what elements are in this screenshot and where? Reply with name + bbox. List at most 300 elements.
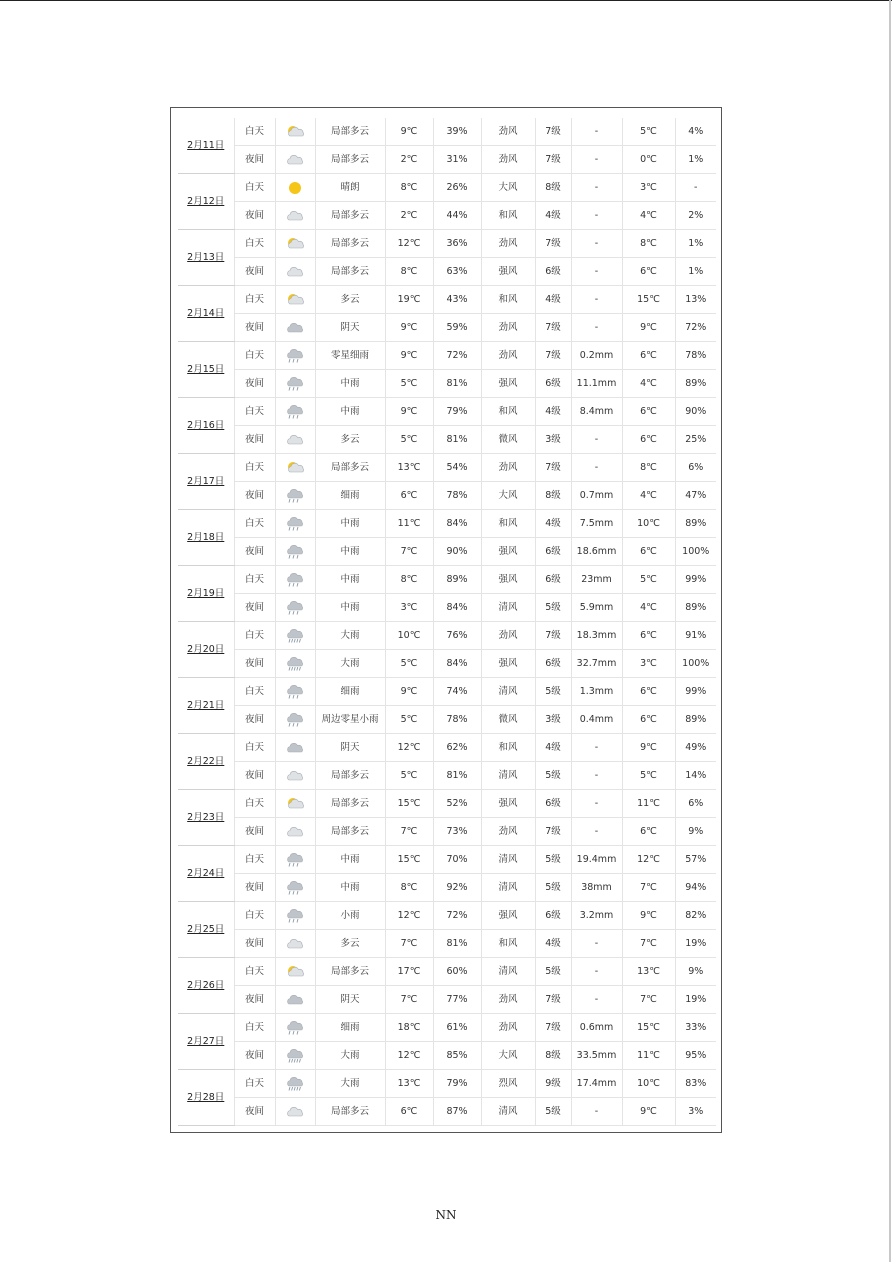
table-row — [178, 482, 716, 510]
humidity-cell: 78% — [433, 706, 481, 734]
wind-level-cell: 5级 — [535, 594, 571, 622]
cloud-cover-cell: 94% — [675, 874, 716, 902]
period-cell: 白天 — [234, 902, 275, 930]
weather-icon-cell — [275, 566, 315, 594]
forecast-table-frame — [170, 107, 722, 1133]
temperature-cell: 8℃ — [385, 174, 433, 202]
wind-level-cell: 5级 — [535, 958, 571, 986]
rain-icon — [284, 601, 306, 615]
table-row — [178, 1098, 716, 1126]
temperature-cell: 9℃ — [385, 342, 433, 370]
precipitation-cell: - — [571, 258, 622, 286]
precipitation-cell: 8.4mm — [571, 398, 622, 426]
precipitation-cell: 38mm — [571, 874, 622, 902]
temperature-cell: 12℃ — [385, 230, 433, 258]
wind-cell: 劲风 — [481, 622, 535, 650]
period-cell: 白天 — [234, 958, 275, 986]
period-cell: 夜间 — [234, 370, 275, 398]
dew-point-cell: 3℃ — [622, 174, 675, 202]
precipitation-cell: - — [571, 426, 622, 454]
rain-icon — [284, 517, 306, 531]
table-row — [178, 986, 716, 1014]
sunny-icon — [284, 181, 306, 195]
wind-cell: 劲风 — [481, 118, 535, 146]
wind-level-cell: 7级 — [535, 986, 571, 1014]
cloud-cover-cell: 1% — [675, 230, 716, 258]
date-cell — [178, 286, 234, 342]
humidity-cell: 77% — [433, 986, 481, 1014]
condition-cell: 多云 — [315, 426, 385, 454]
precipitation-cell: - — [571, 146, 622, 174]
table-row — [178, 762, 716, 790]
partly-cloudy-night-icon — [284, 769, 306, 783]
temperature-cell: 13℃ — [385, 1070, 433, 1098]
condition-cell: 局部多云 — [315, 230, 385, 258]
condition-cell: 大雨 — [315, 650, 385, 678]
weather-icon-cell — [275, 818, 315, 846]
rain-icon — [284, 377, 306, 391]
wind-cell: 劲风 — [481, 1014, 535, 1042]
condition-cell: 中雨 — [315, 594, 385, 622]
date-cell — [178, 734, 234, 790]
wind-level-cell: 6级 — [535, 902, 571, 930]
condition-cell: 大雨 — [315, 622, 385, 650]
humidity-cell: 79% — [433, 1070, 481, 1098]
date-cell — [178, 230, 234, 286]
precipitation-cell: - — [571, 174, 622, 202]
heavy-rain-icon — [284, 1077, 306, 1091]
wind-cell: 劲风 — [481, 342, 535, 370]
wind-cell: 和风 — [481, 202, 535, 230]
weather-icon-cell — [275, 1070, 315, 1098]
table-row — [178, 314, 716, 342]
date-label: 2月20日 — [187, 644, 225, 655]
condition-cell: 小雨 — [315, 902, 385, 930]
temperature-cell: 8℃ — [385, 566, 433, 594]
cloud-cover-cell: 100% — [675, 650, 716, 678]
weather-icon-cell — [275, 706, 315, 734]
condition-cell: 局部多云 — [315, 146, 385, 174]
period-cell: 夜间 — [234, 1098, 275, 1126]
wind-level-cell: 5级 — [535, 678, 571, 706]
humidity-cell: 81% — [433, 370, 481, 398]
wind-cell: 劲风 — [481, 818, 535, 846]
wind-level-cell: 7级 — [535, 118, 571, 146]
weather-icon-cell — [275, 1014, 315, 1042]
cloud-cover-cell: 99% — [675, 678, 716, 706]
wind-cell: 劲风 — [481, 230, 535, 258]
temperature-cell: 3℃ — [385, 594, 433, 622]
rain-icon — [284, 853, 306, 867]
dew-point-cell: 7℃ — [622, 986, 675, 1014]
period-cell: 夜间 — [234, 594, 275, 622]
wind-cell: 劲风 — [481, 314, 535, 342]
temperature-cell: 10℃ — [385, 622, 433, 650]
partly-cloudy-night-icon — [284, 937, 306, 951]
humidity-cell: 39% — [433, 118, 481, 146]
wind-level-cell: 6级 — [535, 258, 571, 286]
cloud-cover-cell: 95% — [675, 1042, 716, 1070]
precipitation-cell: - — [571, 1098, 622, 1126]
period-cell: 白天 — [234, 734, 275, 762]
weather-icon-cell — [275, 202, 315, 230]
humidity-cell: 87% — [433, 1098, 481, 1126]
cloud-cover-cell: - — [675, 174, 716, 202]
dew-point-cell: 8℃ — [622, 454, 675, 482]
table-row — [178, 902, 716, 930]
period-cell: 白天 — [234, 118, 275, 146]
precipitation-cell: 18.6mm — [571, 538, 622, 566]
page-number: NN — [435, 1208, 457, 1222]
cloud-cover-cell: 6% — [675, 454, 716, 482]
wind-level-cell: 8级 — [535, 1042, 571, 1070]
period-cell: 夜间 — [234, 146, 275, 174]
partly-cloudy-night-icon — [284, 825, 306, 839]
cloud-cover-cell: 82% — [675, 902, 716, 930]
wind-level-cell: 7级 — [535, 314, 571, 342]
wind-level-cell: 6级 — [535, 650, 571, 678]
temperature-cell: 7℃ — [385, 818, 433, 846]
date-cell — [178, 174, 234, 230]
condition-cell: 中雨 — [315, 370, 385, 398]
temperature-cell: 8℃ — [385, 258, 433, 286]
weather-icon-cell — [275, 482, 315, 510]
temperature-cell: 19℃ — [385, 286, 433, 314]
heavy-rain-icon — [284, 629, 306, 643]
dew-point-cell: 6℃ — [622, 706, 675, 734]
table-row — [178, 174, 716, 202]
dew-point-cell: 12℃ — [622, 846, 675, 874]
weather-icon-cell — [275, 538, 315, 566]
precipitation-cell: 33.5mm — [571, 1042, 622, 1070]
precipitation-cell: - — [571, 286, 622, 314]
wind-cell: 清风 — [481, 958, 535, 986]
date-label: 2月16日 — [187, 420, 225, 431]
cloud-cover-cell: 83% — [675, 1070, 716, 1098]
condition-cell: 大雨 — [315, 1042, 385, 1070]
precipitation-cell: - — [571, 818, 622, 846]
humidity-cell: 31% — [433, 146, 481, 174]
date-cell — [178, 118, 234, 174]
precipitation-cell: 0.6mm — [571, 1014, 622, 1042]
dew-point-cell: 6℃ — [622, 342, 675, 370]
rain-icon — [284, 685, 306, 699]
temperature-cell: 2℃ — [385, 146, 433, 174]
date-label: 2月26日 — [187, 980, 225, 991]
weather-icon-cell — [275, 650, 315, 678]
table-row — [178, 510, 716, 538]
precipitation-cell: - — [571, 314, 622, 342]
temperature-cell: 2℃ — [385, 202, 433, 230]
dew-point-cell: 6℃ — [622, 258, 675, 286]
weather-icon-cell — [275, 930, 315, 958]
condition-cell: 大雨 — [315, 1070, 385, 1098]
forecast-rows — [178, 118, 716, 1126]
table-row — [178, 818, 716, 846]
dew-point-cell: 9℃ — [622, 734, 675, 762]
cloud-cover-cell: 4% — [675, 118, 716, 146]
dew-point-cell: 9℃ — [622, 314, 675, 342]
condition-cell: 局部多云 — [315, 958, 385, 986]
dew-point-cell: 10℃ — [622, 1070, 675, 1098]
cloud-cover-cell: 72% — [675, 314, 716, 342]
wind-cell: 和风 — [481, 286, 535, 314]
wind-cell: 和风 — [481, 734, 535, 762]
wind-level-cell: 6级 — [535, 566, 571, 594]
rain-icon — [284, 545, 306, 559]
temperature-cell: 8℃ — [385, 874, 433, 902]
wind-level-cell: 4级 — [535, 286, 571, 314]
right-margin-rule — [889, 0, 891, 1262]
temperature-cell: 9℃ — [385, 398, 433, 426]
date-cell — [178, 790, 234, 846]
date-cell — [178, 958, 234, 1014]
wind-cell: 和风 — [481, 398, 535, 426]
date-cell — [178, 342, 234, 398]
cloud-cover-cell: 2% — [675, 202, 716, 230]
dew-point-cell: 5℃ — [622, 118, 675, 146]
cloud-cover-cell: 100% — [675, 538, 716, 566]
wind-cell: 清风 — [481, 1098, 535, 1126]
dew-point-cell: 7℃ — [622, 874, 675, 902]
humidity-cell: 59% — [433, 314, 481, 342]
humidity-cell: 72% — [433, 342, 481, 370]
period-cell: 夜间 — [234, 986, 275, 1014]
cloud-cover-cell: 47% — [675, 482, 716, 510]
weather-icon-cell — [275, 258, 315, 286]
table-row — [178, 874, 716, 902]
temperature-cell: 6℃ — [385, 482, 433, 510]
table-row — [178, 286, 716, 314]
condition-cell: 局部多云 — [315, 118, 385, 146]
partly-cloudy-day-icon — [284, 125, 306, 139]
dew-point-cell: 6℃ — [622, 678, 675, 706]
cloud-cover-cell: 1% — [675, 146, 716, 174]
overcast-icon — [284, 993, 306, 1007]
weather-icon-cell — [275, 958, 315, 986]
wind-cell: 烈风 — [481, 1070, 535, 1098]
period-cell: 白天 — [234, 622, 275, 650]
humidity-cell: 52% — [433, 790, 481, 818]
humidity-cell: 90% — [433, 538, 481, 566]
humidity-cell: 92% — [433, 874, 481, 902]
humidity-cell: 76% — [433, 622, 481, 650]
date-cell — [178, 622, 234, 678]
period-cell: 夜间 — [234, 762, 275, 790]
weather-icon-cell — [275, 622, 315, 650]
dew-point-cell: 4℃ — [622, 482, 675, 510]
partly-cloudy-day-icon — [284, 965, 306, 979]
cloud-cover-cell: 89% — [675, 594, 716, 622]
wind-cell: 微风 — [481, 706, 535, 734]
date-label: 2月28日 — [187, 1092, 225, 1103]
rain-icon — [284, 573, 306, 587]
wind-cell: 大风 — [481, 174, 535, 202]
partly-cloudy-night-icon — [284, 153, 306, 167]
period-cell: 夜间 — [234, 930, 275, 958]
precipitation-cell: 3.2mm — [571, 902, 622, 930]
condition-cell: 细雨 — [315, 482, 385, 510]
weather-icon-cell — [275, 1098, 315, 1126]
table-row — [178, 454, 716, 482]
cloud-cover-cell: 14% — [675, 762, 716, 790]
table-row — [178, 342, 716, 370]
rain-icon — [284, 489, 306, 503]
wind-level-cell: 7级 — [535, 230, 571, 258]
table-row — [178, 118, 716, 146]
period-cell: 白天 — [234, 566, 275, 594]
dew-point-cell: 6℃ — [622, 818, 675, 846]
dew-point-cell: 4℃ — [622, 202, 675, 230]
wind-cell: 劲风 — [481, 146, 535, 174]
cloud-cover-cell: 25% — [675, 426, 716, 454]
date-label: 2月13日 — [187, 252, 225, 263]
weather-icon-cell — [275, 790, 315, 818]
temperature-cell: 17℃ — [385, 958, 433, 986]
wind-level-cell: 5级 — [535, 1098, 571, 1126]
temperature-cell: 12℃ — [385, 1042, 433, 1070]
cloud-cover-cell: 89% — [675, 706, 716, 734]
dew-point-cell: 4℃ — [622, 370, 675, 398]
wind-cell: 微风 — [481, 426, 535, 454]
period-cell: 夜间 — [234, 482, 275, 510]
date-label: 2月23日 — [187, 812, 225, 823]
cloud-cover-cell: 1% — [675, 258, 716, 286]
wind-cell: 强风 — [481, 566, 535, 594]
temperature-cell: 7℃ — [385, 986, 433, 1014]
date-label: 2月25日 — [187, 924, 225, 935]
condition-cell: 阴天 — [315, 986, 385, 1014]
weather-icon-cell — [275, 286, 315, 314]
humidity-cell: 70% — [433, 846, 481, 874]
weather-icon-cell — [275, 902, 315, 930]
date-label: 2月22日 — [187, 756, 225, 767]
dew-point-cell: 6℃ — [622, 622, 675, 650]
wind-level-cell: 7级 — [535, 1014, 571, 1042]
condition-cell: 中雨 — [315, 398, 385, 426]
table-row — [178, 230, 716, 258]
wind-cell: 强风 — [481, 902, 535, 930]
condition-cell: 中雨 — [315, 538, 385, 566]
date-cell — [178, 902, 234, 958]
precipitation-cell: - — [571, 790, 622, 818]
cloud-cover-cell: 19% — [675, 930, 716, 958]
wind-cell: 清风 — [481, 846, 535, 874]
partly-cloudy-night-icon — [284, 209, 306, 223]
dew-point-cell: 6℃ — [622, 538, 675, 566]
cloud-cover-cell: 89% — [675, 510, 716, 538]
rain-icon — [284, 713, 306, 727]
condition-cell: 细雨 — [315, 678, 385, 706]
period-cell: 白天 — [234, 286, 275, 314]
cloud-cover-cell: 49% — [675, 734, 716, 762]
precipitation-cell: - — [571, 958, 622, 986]
wind-cell: 大风 — [481, 1042, 535, 1070]
wind-cell: 劲风 — [481, 986, 535, 1014]
humidity-cell: 84% — [433, 510, 481, 538]
condition-cell: 中雨 — [315, 510, 385, 538]
wind-cell: 劲风 — [481, 454, 535, 482]
temperature-cell: 15℃ — [385, 846, 433, 874]
weather-icon-cell — [275, 314, 315, 342]
wind-cell: 清风 — [481, 874, 535, 902]
precipitation-cell: 0.2mm — [571, 342, 622, 370]
table-row — [178, 930, 716, 958]
temperature-cell: 7℃ — [385, 930, 433, 958]
dew-point-cell: 10℃ — [622, 510, 675, 538]
temperature-cell: 11℃ — [385, 510, 433, 538]
condition-cell: 零星细雨 — [315, 342, 385, 370]
dew-point-cell: 7℃ — [622, 930, 675, 958]
cloud-cover-cell: 99% — [675, 566, 716, 594]
partly-cloudy-day-icon — [284, 461, 306, 475]
weather-icon-cell — [275, 846, 315, 874]
precipitation-cell: 19.4mm — [571, 846, 622, 874]
wind-cell: 强风 — [481, 650, 535, 678]
table-row — [178, 1042, 716, 1070]
date-cell — [178, 678, 234, 734]
wind-level-cell: 4级 — [535, 398, 571, 426]
period-cell: 夜间 — [234, 874, 275, 902]
partly-cloudy-day-icon — [284, 237, 306, 251]
cloud-cover-cell: 6% — [675, 790, 716, 818]
date-cell — [178, 398, 234, 454]
cloud-cover-cell: 90% — [675, 398, 716, 426]
date-label: 2月19日 — [187, 588, 225, 599]
precipitation-cell: 17.4mm — [571, 1070, 622, 1098]
humidity-cell: 85% — [433, 1042, 481, 1070]
weather-icon-cell — [275, 678, 315, 706]
heavy-rain-icon — [284, 657, 306, 671]
wind-cell: 和风 — [481, 930, 535, 958]
condition-cell: 局部多云 — [315, 790, 385, 818]
wind-cell: 强风 — [481, 538, 535, 566]
weather-icon-cell — [275, 734, 315, 762]
temperature-cell: 5℃ — [385, 650, 433, 678]
weather-forecast-table — [178, 118, 716, 1126]
condition-cell: 局部多云 — [315, 762, 385, 790]
date-cell — [178, 1070, 234, 1126]
weather-icon-cell — [275, 146, 315, 174]
period-cell: 夜间 — [234, 202, 275, 230]
precipitation-cell: - — [571, 454, 622, 482]
temperature-cell: 7℃ — [385, 538, 433, 566]
cloud-cover-cell: 9% — [675, 818, 716, 846]
table-row — [178, 202, 716, 230]
date-cell — [178, 454, 234, 510]
condition-cell: 中雨 — [315, 566, 385, 594]
heavy-rain-icon — [284, 1049, 306, 1063]
cloud-cover-cell: 3% — [675, 1098, 716, 1126]
condition-cell: 多云 — [315, 286, 385, 314]
wind-level-cell: 8级 — [535, 174, 571, 202]
condition-cell: 中雨 — [315, 874, 385, 902]
temperature-cell: 13℃ — [385, 454, 433, 482]
condition-cell: 多云 — [315, 930, 385, 958]
date-cell — [178, 1014, 234, 1070]
wind-level-cell: 7级 — [535, 818, 571, 846]
temperature-cell: 18℃ — [385, 1014, 433, 1042]
temperature-cell: 15℃ — [385, 790, 433, 818]
table-row — [178, 650, 716, 678]
table-row — [178, 790, 716, 818]
period-cell: 白天 — [234, 1070, 275, 1098]
temperature-cell: 6℃ — [385, 1098, 433, 1126]
wind-cell: 强风 — [481, 790, 535, 818]
wind-level-cell: 5级 — [535, 846, 571, 874]
weather-icon-cell — [275, 454, 315, 482]
weather-icon-cell — [275, 342, 315, 370]
